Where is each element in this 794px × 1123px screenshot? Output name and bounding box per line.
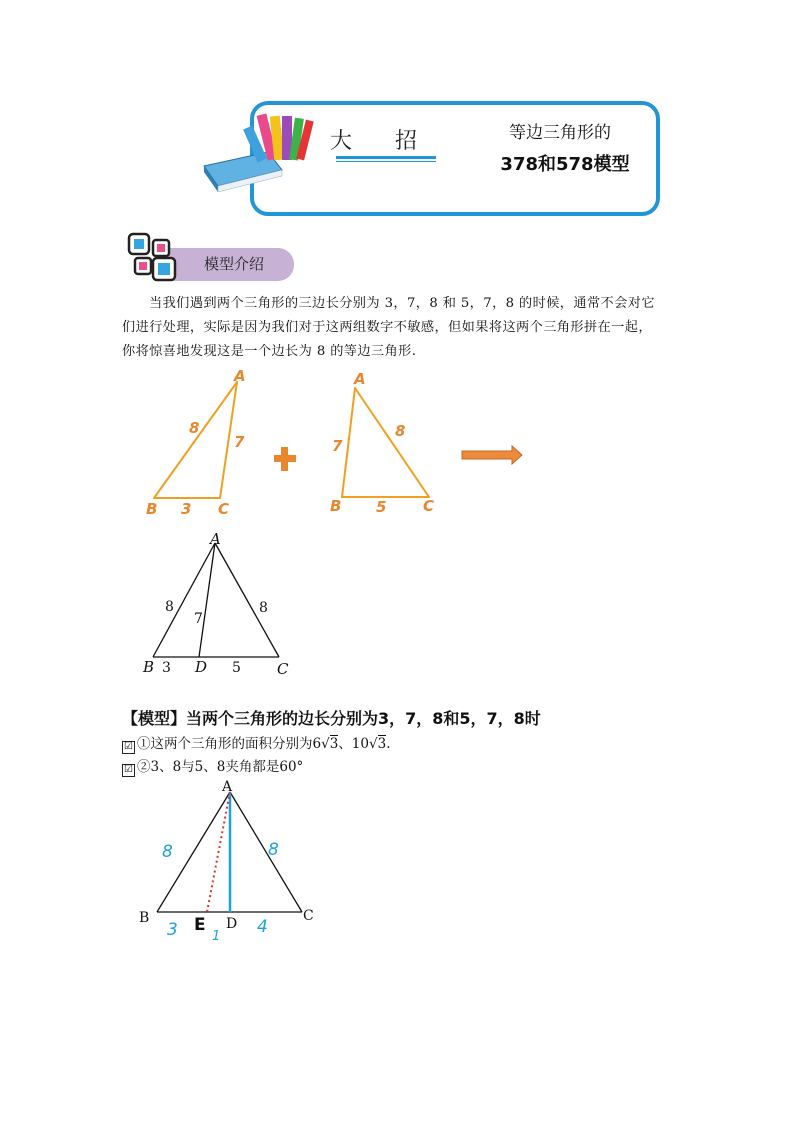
banner-underline xyxy=(336,156,436,159)
checkbox-icon: ☑ xyxy=(122,741,135,754)
figure-altitude-triangle xyxy=(130,778,330,943)
intro-paragraph: 当我们遇到两个三角形的三边长分别为 3，7，8 和 5，7，8 的时候，通常不会对它们进行处理，实际是因为我们对于这两组数字不敏感，但如果将这两个三角形拼在一起，你将惊喜地发现这是一个边长为 8 的等边三角形. xyxy=(122,296,655,359)
section-label: 模型介绍 xyxy=(204,255,265,273)
tri1-side-ac: 7 xyxy=(234,433,245,451)
banner-underline-thin xyxy=(336,161,436,162)
eq-vertex-b: B xyxy=(143,658,155,676)
tri2-side-ac: 8 xyxy=(395,422,406,440)
alt-vertex-d: D xyxy=(226,916,238,932)
tri2-vertex-b: B xyxy=(330,497,342,515)
sqrt-arg-a: 3 xyxy=(329,736,339,752)
tri2-vertex-c: C xyxy=(423,497,435,515)
tri1-vertex-c: C xyxy=(218,500,230,518)
sqrt-icon: √ xyxy=(321,736,330,752)
section-squares-icon xyxy=(127,232,177,282)
eq-side-ab: 8 xyxy=(165,599,174,615)
eq-side-ac: 8 xyxy=(259,600,268,616)
eq-side-bd: 3 xyxy=(162,660,171,676)
tri2-vertex-a: A xyxy=(354,370,366,388)
eq-vertex-c: C xyxy=(277,660,289,678)
alt-side-ac: 8 xyxy=(268,840,279,860)
item1-prefix: ①这两个三角形的面积分别为 xyxy=(137,736,313,752)
eq-vertex-a: A xyxy=(210,530,221,548)
banner-title-line2: 378和578模型 xyxy=(500,154,630,175)
model-item-area xyxy=(122,732,390,754)
eq-side-dc: 5 xyxy=(232,660,241,676)
alt-side-ed: 1 xyxy=(212,929,221,943)
alt-side-be: 3 xyxy=(167,920,178,940)
tri1-vertex-a: A xyxy=(234,367,246,385)
item1-sep: 、 xyxy=(338,736,352,752)
banner-word: 大 招 xyxy=(330,129,435,154)
tri2-side-ab: 7 xyxy=(332,437,343,455)
sqrt-icon: √ xyxy=(368,736,378,752)
checkbox-icon: ☑ xyxy=(122,764,135,777)
tri2-side-bc: 5 xyxy=(376,498,387,516)
alt-side-ab: 8 xyxy=(162,842,173,862)
item2-text: ②3、8与5、8夹角都是60° xyxy=(137,759,304,775)
alt-side-dc: 4 xyxy=(257,917,268,937)
sqrt-arg-b: 3 xyxy=(377,736,387,752)
books-icon xyxy=(198,108,318,194)
tri1-vertex-b: B xyxy=(146,500,158,518)
eq-vertex-d: D xyxy=(195,658,208,676)
alt-vertex-e: E xyxy=(194,915,206,935)
figure-equilateral-triangle xyxy=(135,528,305,683)
alt-vertex-b: B xyxy=(139,910,150,926)
banner-title-line1: 等边三角形的 xyxy=(509,123,611,143)
eq-side-ad: 7 xyxy=(194,611,203,627)
item1-value-a: 6 xyxy=(312,736,322,752)
alt-vertex-a: A xyxy=(222,779,233,795)
arrow-right-icon xyxy=(462,446,522,464)
tri1-side-ab: 8 xyxy=(189,419,200,437)
triangle-2 xyxy=(342,388,429,497)
triangle-1 xyxy=(154,382,237,498)
figure-two-triangles xyxy=(140,365,540,525)
model-item-angle xyxy=(122,755,303,777)
item1-end: . xyxy=(386,736,391,752)
plus-icon xyxy=(274,447,296,471)
model-title: 【模型】当两个三角形的边长分别为3，7，8和5，7，8时 xyxy=(122,709,541,728)
item1-value-b: 10 xyxy=(351,736,369,752)
tri1-side-bc: 3 xyxy=(181,500,192,518)
alt-vertex-c: C xyxy=(303,908,314,924)
